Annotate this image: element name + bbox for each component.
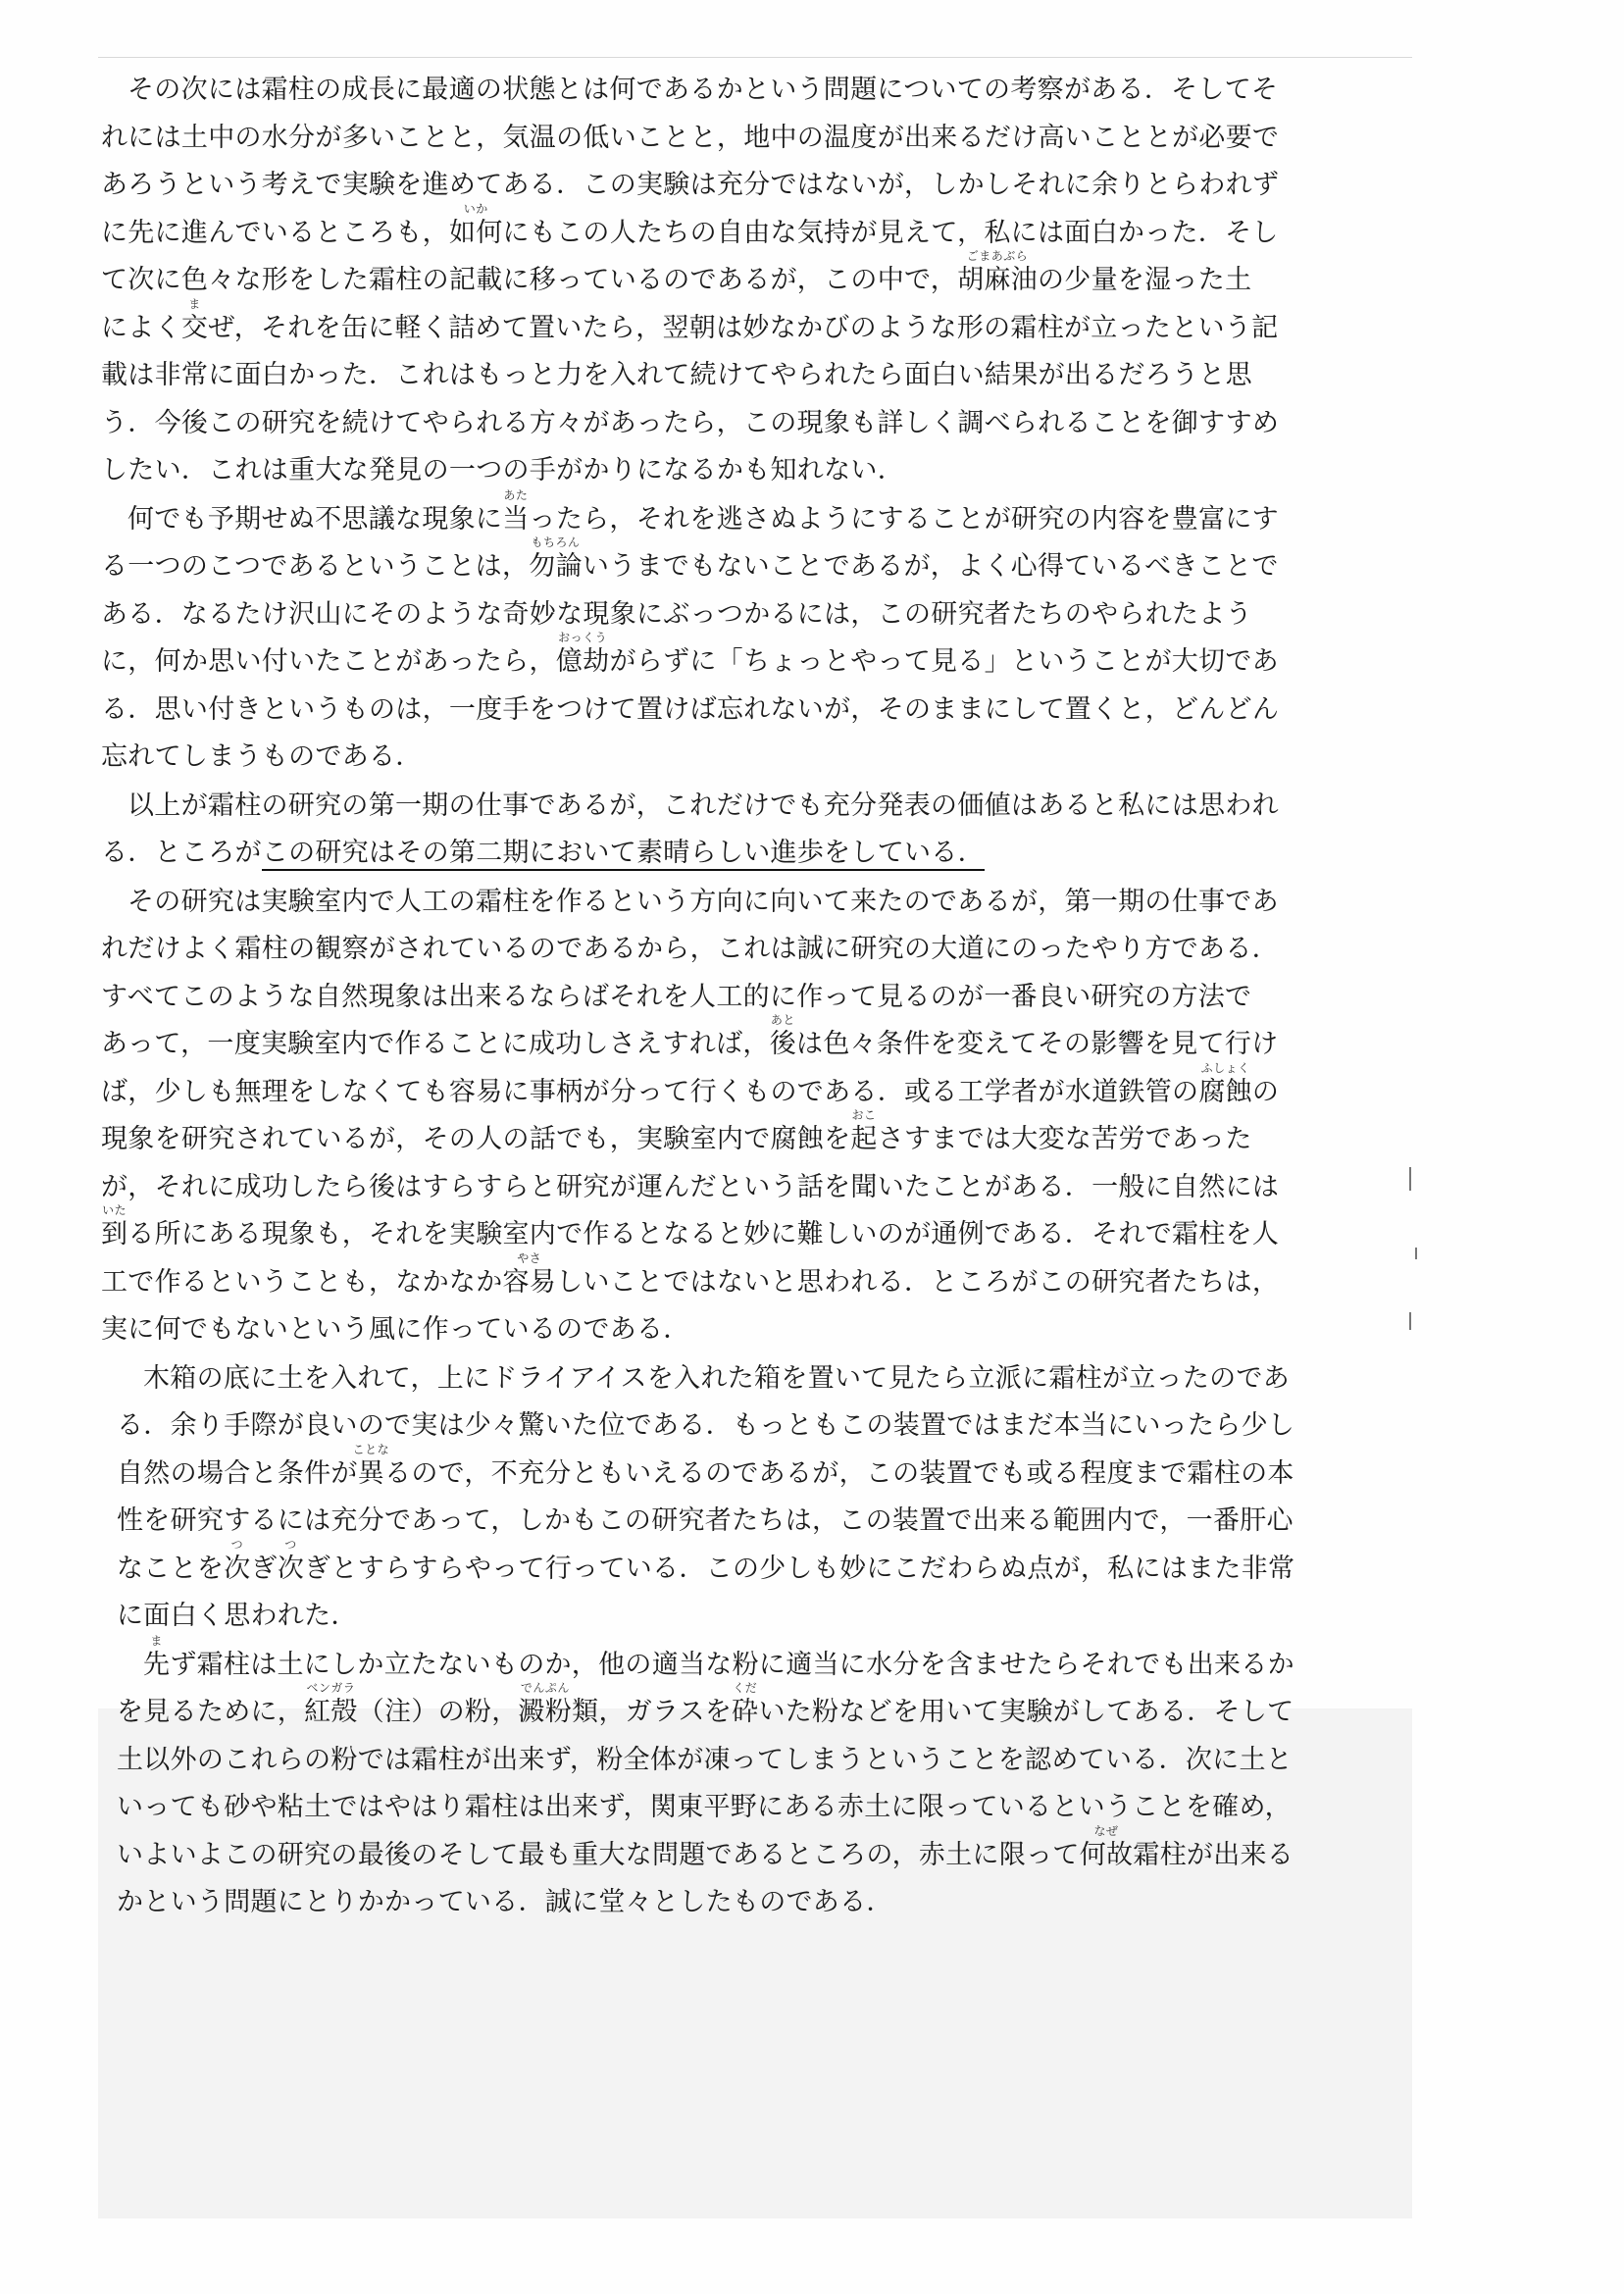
text-line xyxy=(101,1108,1405,1160)
text-line xyxy=(101,158,1405,206)
ruby-base-text: 到 xyxy=(101,1219,128,1249)
text-run: ある．なるたけ沢山にそのような奇妙な現象にぶっつかるには，この研究者たちのやられたよう xyxy=(101,598,1252,630)
text-run: 霜柱が出来る xyxy=(1133,1839,1294,1870)
text-run: 現象を研究されているが，その人の話でも，実験室内で腐蝕を xyxy=(101,1124,851,1154)
text-run: 実に何でもないという風に作っているのである． xyxy=(101,1314,690,1345)
ruby-base-text: 後 xyxy=(769,1029,797,1059)
furigana-reading: あと xyxy=(770,1013,795,1027)
text-run: る一つのこつであるということは， xyxy=(101,551,530,582)
text-run: いっても砂や粘土ではやはり霜柱は出来ず，関東平野にある赤土に限っているということを確め， xyxy=(117,1792,1292,1822)
text-run: 自然の場合と条件が xyxy=(117,1457,358,1489)
text-line xyxy=(101,1250,1405,1303)
text-run: が，それに成功したら後はすらすらと研究が運んだという話を聞いたことがある．一般に自然には xyxy=(101,1171,1280,1202)
text-line xyxy=(101,396,1405,444)
text-run: かという問題にとりかかっている．誠に堂々としたものである． xyxy=(117,1887,893,1917)
ruby-base-text: 如何 xyxy=(448,217,503,248)
text-run: 何でも予期せぬ不思議な現象に xyxy=(127,503,503,535)
furigana-reading: あた xyxy=(503,487,529,502)
margin-mark xyxy=(1415,1248,1417,1259)
text-run: の少量を湿った土 xyxy=(1037,265,1252,295)
text-line xyxy=(117,1494,1405,1542)
text-run: は色々条件を変えてその影響を見て行け xyxy=(796,1029,1279,1059)
text-line xyxy=(101,63,1405,111)
ruby-base-text: 起 xyxy=(850,1124,878,1154)
ruby-base-text: 億劫 xyxy=(555,646,610,677)
ruby-word xyxy=(277,1537,305,1586)
text-line xyxy=(101,201,1405,254)
text-line xyxy=(117,1780,1405,1828)
ruby-word xyxy=(1198,1060,1252,1109)
furigana-reading: ま xyxy=(188,296,201,311)
furigana-reading: いか xyxy=(463,201,488,216)
text-line xyxy=(101,535,1405,587)
text-line xyxy=(101,1013,1405,1065)
furigana-reading: つ xyxy=(284,1537,297,1552)
paragraph-5 xyxy=(117,1351,1405,1637)
furigana-reading: つ xyxy=(230,1537,244,1552)
text-run: る．思い付きというものは，一度手をつけて置けば忘れないが，そのままにして置くと，どんどん xyxy=(101,693,1280,725)
text-run: いうまでもないことであるが，よく心得ているべきことで xyxy=(582,551,1279,582)
text-run: う．今後この研究を続けてやられる方々があったら，この現象も詳しく調べられることを御すすめ xyxy=(101,407,1280,438)
text-line xyxy=(117,1351,1405,1400)
furigana-reading: ふしょく xyxy=(1200,1060,1250,1075)
text-line xyxy=(101,443,1405,491)
ruby-base-text: 先 xyxy=(143,1649,171,1680)
furigana-reading: くだ xyxy=(733,1681,758,1695)
furigana-reading: ごまあぶら xyxy=(966,249,1029,263)
text-run: さすまでは大変な苦労であった xyxy=(877,1124,1252,1154)
text-run: ぎとすらすらやって行っている．この少しも妙にこだわらぬ点が，私にはまた非常 xyxy=(304,1553,1295,1584)
paragraph-6 xyxy=(117,1633,1405,1923)
ruby-base-text: 勿論 xyxy=(529,551,583,582)
text-run: 性を研究するには充分であって，しかもこの研究者たちは，この装置で出来る範囲内で，一番肝心 xyxy=(117,1505,1294,1536)
paragraph-2 xyxy=(101,487,1405,778)
text-run: 土以外のこれらの粉では霜柱が出来ず，粉全体が凍ってしまうということを認めている．次に土と xyxy=(117,1744,1294,1775)
text-line xyxy=(101,631,1405,683)
text-run: その研究は実験室内で人工の霜柱を作るという方向に向いて来たのであるが，第一期の仕事であ xyxy=(127,886,1279,917)
text-line xyxy=(101,970,1405,1018)
text-line xyxy=(101,296,1405,349)
text-run: れには土中の水分が多いことと，気温の低いことと，地中の温度が出来るだけ高いこととが必要で xyxy=(101,122,1280,153)
ruby-word xyxy=(769,1013,797,1061)
text-run: を見るために， xyxy=(117,1697,305,1727)
ruby-word xyxy=(502,487,530,536)
text-run: あって，一度実験室内で作ることに成功しさえすれば， xyxy=(101,1029,770,1059)
ruby-base-text: 次 xyxy=(277,1553,305,1584)
text-run: （注）の粉， xyxy=(357,1697,519,1727)
text-line xyxy=(101,922,1405,970)
text-line xyxy=(101,826,1405,874)
ruby-base-text: 紅殻 xyxy=(304,1697,358,1727)
body-text xyxy=(101,63,1405,1924)
text-line xyxy=(101,111,1405,159)
ruby-word xyxy=(304,1681,358,1729)
furigana-reading: ま xyxy=(150,1633,163,1648)
furigana-reading: おこ xyxy=(851,1108,877,1122)
text-run: 以上が霜柱の研究の第一期の仕事であるが，これだけでも充分発表の価値はあると私には思われ xyxy=(127,790,1279,821)
text-line xyxy=(117,1681,1405,1733)
text-run: なことを xyxy=(117,1553,225,1584)
text-run: ば，少しも無理をしなくても容易に事柄が分って行くものである．或る工学者が水道鉄管の xyxy=(101,1076,1199,1107)
ruby-base-text: 砕 xyxy=(732,1697,759,1727)
text-run: すべてこのような自然現象は出来るならばそれを人工的に作って見るのが一番良い研究の方法で xyxy=(101,981,1252,1012)
text-line xyxy=(101,779,1405,827)
ruby-word xyxy=(518,1681,573,1729)
ruby-word xyxy=(224,1537,251,1586)
text-run: の xyxy=(1251,1076,1280,1107)
paragraph-3 xyxy=(101,779,1405,874)
text-run: したい．これは重大な発見の一つの手がかりになるかも知れない． xyxy=(101,455,904,485)
text-run: しいことではないと思われる．ところがこの研究者たちは， xyxy=(556,1266,1280,1298)
text-line xyxy=(101,1060,1405,1113)
text-run: れだけよく霜柱の観察がされているのであるから，これは誠に研究の大道にのったやり方である． xyxy=(101,934,1279,964)
text-line xyxy=(101,348,1405,396)
underlined-text: この研究はその第二期において素晴らしい進歩をしている． xyxy=(262,838,985,871)
ruby-word xyxy=(143,1633,171,1682)
text-line xyxy=(101,683,1405,731)
margin-mark xyxy=(1409,1312,1411,1330)
text-run: 木箱の底に土を入れて，上にドライアイスを入れた箱を置いて見たら立派に霜柱が立ったのであ xyxy=(143,1362,1291,1394)
paragraph-4 xyxy=(101,875,1405,1351)
text-line xyxy=(101,1203,1405,1255)
text-run: ぜ，それを缶に軽く詰めて置いたら，翌朝は妙なかびのような形の霜柱が立ったという記 xyxy=(208,312,1279,343)
text-run: 載は非常に面白かった．これはもっと力を入れて続けてやられたら面白い結果が出るだろうと思 xyxy=(101,360,1252,390)
text-line xyxy=(117,1399,1405,1447)
ruby-word xyxy=(180,296,209,345)
text-line xyxy=(117,1589,1405,1637)
ruby-base-text: 次 xyxy=(224,1553,251,1584)
text-line xyxy=(101,875,1405,923)
text-line xyxy=(101,587,1405,636)
text-run: に面白く思われた． xyxy=(117,1601,358,1631)
furigana-reading: おっくう xyxy=(558,631,608,644)
furigana-reading: いた xyxy=(102,1203,127,1217)
ruby-base-text: 当 xyxy=(502,503,530,535)
ruby-word xyxy=(732,1681,759,1729)
text-line xyxy=(101,1160,1405,1208)
text-run: る．ところが xyxy=(101,838,262,868)
ruby-base-text: 容易 xyxy=(502,1266,557,1298)
text-run: いた粉などを用いて実験がしてある．そして xyxy=(758,1697,1294,1727)
text-run: その次には霜柱の成長に最適の状態とは何であるかという問題についての考察がある．そしてそ xyxy=(127,75,1279,105)
text-line xyxy=(117,1733,1405,1781)
text-line xyxy=(101,1302,1405,1351)
text-run: 類，ガラスを xyxy=(572,1697,733,1727)
furigana-reading: ベンガラ xyxy=(306,1681,356,1695)
furigana-reading: もちろん xyxy=(531,535,581,549)
text-run: て次に色々な形をした霜柱の記載に移っているのであるが，この中で， xyxy=(101,265,958,295)
text-line xyxy=(101,249,1405,301)
ruby-word xyxy=(502,1250,557,1300)
paragraph-1 xyxy=(101,63,1405,491)
text-run: がらずに「ちょっとやって見る」ということが大切であ xyxy=(609,646,1279,677)
text-run: あろうという考えで実験を進めてある．この実験は充分ではないが，しかしそれに余りとらわれず xyxy=(101,170,1280,200)
ruby-base-text: 何故 xyxy=(1079,1839,1134,1870)
text-line xyxy=(101,730,1405,778)
text-run: に，何か思い付いたことがあったら， xyxy=(101,646,556,677)
ruby-word xyxy=(957,249,1038,297)
ruby-word xyxy=(529,535,583,584)
text-run: ぎ xyxy=(250,1553,278,1584)
text-line xyxy=(101,487,1405,540)
text-run: いよいよこの研究の最後のそして最も重大な問題であるところの，赤土に限って xyxy=(117,1839,1080,1870)
text-run: によく xyxy=(101,312,181,343)
text-run: る所にある現象も，それを実験室内で作るとなると妙に難しいのが通例である．それで霜柱を人 xyxy=(127,1219,1280,1249)
ruby-word xyxy=(850,1108,878,1156)
ruby-base-text: 澱粉 xyxy=(518,1697,573,1727)
ruby-base-text: 交 xyxy=(180,312,209,343)
furigana-reading: ことな xyxy=(352,1442,390,1456)
text-line xyxy=(117,1442,1405,1495)
ruby-word xyxy=(555,631,610,679)
scan-top-edge-line xyxy=(98,57,1412,58)
ruby-base-text: 胡麻油 xyxy=(957,265,1038,295)
text-run: るので，不充分ともいえるのであるが，この装置でも或る程度まで霜柱の本 xyxy=(384,1457,1294,1489)
text-line xyxy=(117,1537,1405,1590)
ruby-base-text: 腐蝕 xyxy=(1198,1076,1252,1107)
text-run: に先に進んでいるところも， xyxy=(101,217,449,248)
text-run: る．余り手際が良いので実は少々驚いた位である．もっともこの装置ではまだ本当にいったら少し xyxy=(117,1410,1295,1441)
text-run: ず霜柱は土にしか立たないものか，他の適当な粉に適当に水分を含ませたらそれでも出来るか xyxy=(170,1649,1294,1680)
text-line xyxy=(117,1875,1405,1923)
text-run: 工で作るということも，なかなか xyxy=(101,1266,503,1298)
ruby-word xyxy=(352,1442,390,1491)
text-run: にもこの人たちの自由な気持が見えて，私には面白かった．そし xyxy=(502,217,1279,248)
text-run: 忘れてしまうものである． xyxy=(101,741,423,772)
ruby-word xyxy=(448,201,503,250)
furigana-reading: なぜ xyxy=(1093,1823,1119,1838)
text-line xyxy=(117,1633,1405,1686)
furigana-reading: でんぷん xyxy=(520,1681,570,1695)
margin-mark xyxy=(1409,1167,1411,1191)
ruby-base-text: 異 xyxy=(357,1457,385,1489)
ruby-word xyxy=(101,1203,128,1251)
text-run: ったら，それを逃さぬようにすることが研究の内容を豊富にす xyxy=(529,503,1279,535)
ruby-word xyxy=(1079,1823,1134,1872)
text-line xyxy=(117,1823,1405,1876)
furigana-reading: やさ xyxy=(517,1250,542,1265)
